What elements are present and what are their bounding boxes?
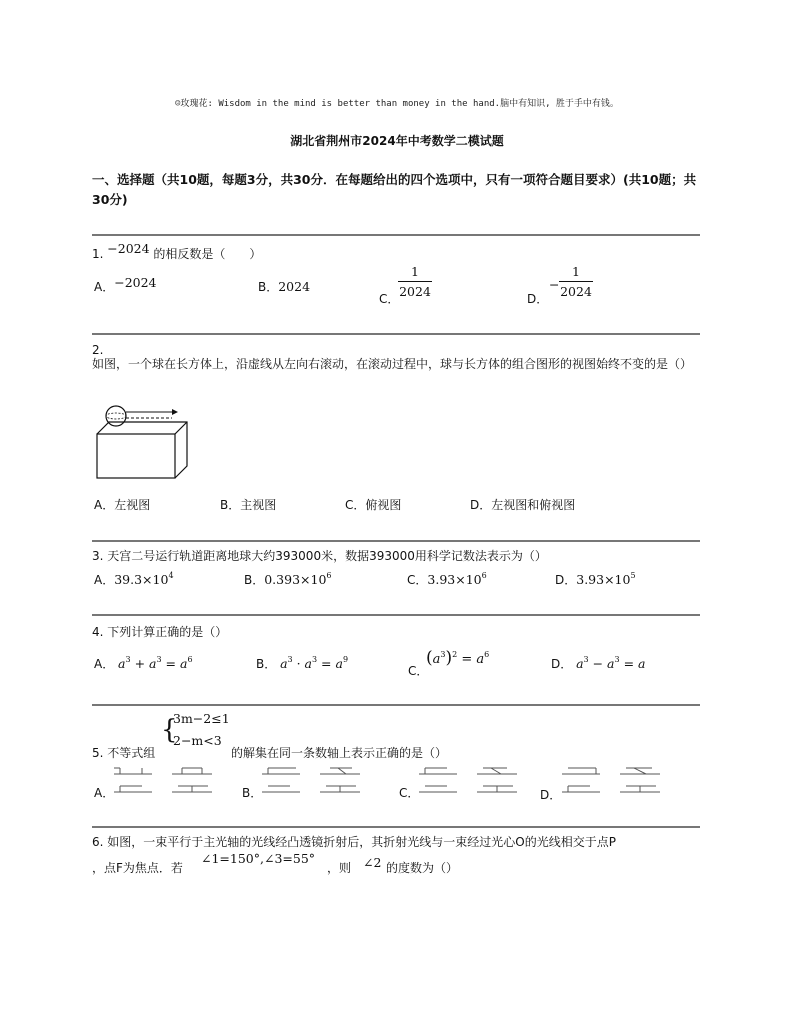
option-label: A． [94,657,115,671]
q1-expression: −2024 [107,241,150,256]
q2-option-d[interactable]: D．左视图和俯视图 [470,498,576,512]
q5-option-a-numberlines[interactable] [112,764,222,800]
option-label: C． [407,573,428,587]
q6-stem-line2c: 的度数为（） [386,861,459,875]
q6-stem-line1: 6. 如图，一束平行于主光轴的光线经凸透镜折射后，其折射光线与一束经过光心O的光线相交于点P [92,835,616,849]
q2-option-b[interactable]: B．主视图 [220,498,277,512]
q1-option-d-label[interactable]: D． [527,292,549,306]
q6-stem-line2b: ，则 [327,861,352,875]
q2-option-c[interactable]: C．俯视图 [345,498,402,512]
q6-condition: ∠1=150°,∠3=55° [201,851,316,866]
option-label: A． [94,573,115,587]
q4-option-b[interactable] [256,655,348,672]
q6-stem-line2a: ，点F为焦点．若 [92,861,183,875]
q2-stem: 如图，一个球在长方体上，沿虚线从左向右滚动，在滚动过程中，球与长方体的组合图形的视图始终不变的是（） [92,357,693,371]
q3-option-a[interactable] [94,571,174,588]
option-value: $3.93\times 10^6$ [427,571,487,587]
q4-option-a[interactable] [94,655,193,672]
q3-option-d[interactable] [555,571,636,588]
fraction-bar [559,281,593,282]
divider [92,333,700,335]
q5-option-b-label[interactable]: B． [242,786,263,800]
option-value: $0.393\times 10^6$ [264,571,332,587]
q5-option-d-label[interactable]: D． [540,788,562,802]
option-value: $3.93\times 10^5$ [576,571,636,587]
q1-stem [92,241,262,264]
q5-option-a-label[interactable]: A． [94,786,115,800]
q5-inequality-2: 2−m<3 [173,733,222,748]
q4-option-d-formula: $a^3 - a^3 = a$ [576,655,646,671]
fraction-bar [398,281,432,282]
q1-option-d-sign: − [549,277,560,292]
q4-option-b-formula: $a^3 \cdot a^3 = a^9$ [280,655,349,671]
q4-option-c-label[interactable]: C． [408,664,429,678]
q3-stem: 3. 天宫二号运行轨道距离地球大约393000米，数据393000用科学记数法表示为（） [92,549,547,563]
q4-stem: 4. 下列计算正确的是（） [92,625,228,639]
option-value: 2024 [278,279,311,294]
header-motto: ☺玫瑰花: Wisdom in the mind is better than money in the hand.脑中有知识, 胜于手中有钱。 [175,99,619,109]
option-label: B． [258,280,279,294]
q1-number: 1. [92,247,104,261]
q1-option-a[interactable] [94,275,157,295]
divider [92,826,700,828]
option-label: A． [94,280,115,294]
q5-brace: { [161,715,178,745]
q4-option-d[interactable] [551,655,645,672]
q5-option-d-numberlines[interactable] [560,764,670,800]
q5-option-c-numberlines[interactable] [417,764,527,800]
denominator: 2024 [399,284,431,299]
option-label: D． [555,573,577,587]
option-value: $39.3\times 10^4$ [114,571,174,587]
numerator: 1 [411,264,419,279]
divider [92,614,700,616]
divider [92,234,700,236]
q4-option-c-formula[interactable]: $(a^3)^2 = a^6$ [426,648,490,668]
denominator: 2024 [560,284,592,299]
q3-option-c[interactable] [407,571,487,588]
q2-box-ball-figure [92,404,192,482]
q5-inequality-1: 3m−2≤1 [173,711,230,726]
option-value: −2024 [114,275,157,290]
option-label: D． [551,657,573,671]
q1-option-b[interactable] [258,278,310,295]
q5-stem-prefix: 5. 不等式组 [92,746,156,760]
q5-option-b-numberlines[interactable] [260,764,370,800]
document-title: 湖北省荆州市2024年中考数学二模试题 [290,134,504,148]
q5-option-c-label[interactable]: C． [399,786,420,800]
q2-option-a[interactable]: A．左视图 [94,498,151,512]
option-label: B． [256,657,277,671]
q2-number: 2. [92,343,104,357]
q4-option-a-formula: $a^3 + a^3 = a^6$ [118,655,193,671]
q6-angle: ∠2 [363,855,382,870]
q5-stem-suffix: 的解集在同一条数轴上表示正确的是（） [231,746,448,760]
q1-option-c-label[interactable]: C． [379,292,400,306]
q1-option-c-fraction[interactable] [398,264,432,299]
section-heading: 一、选择题（共10题，每题3分，共30分．在每题给出的四个选项中，只有一项符合题目要求）(共10题；共30分) [92,172,697,207]
divider [92,704,700,706]
numerator: 1 [572,264,580,279]
q3-option-b[interactable] [244,571,332,588]
option-label: B． [244,573,265,587]
q1-text: 的相反数是（ ） [153,247,262,261]
q1-option-d-fraction[interactable] [559,264,593,299]
divider [92,540,700,542]
